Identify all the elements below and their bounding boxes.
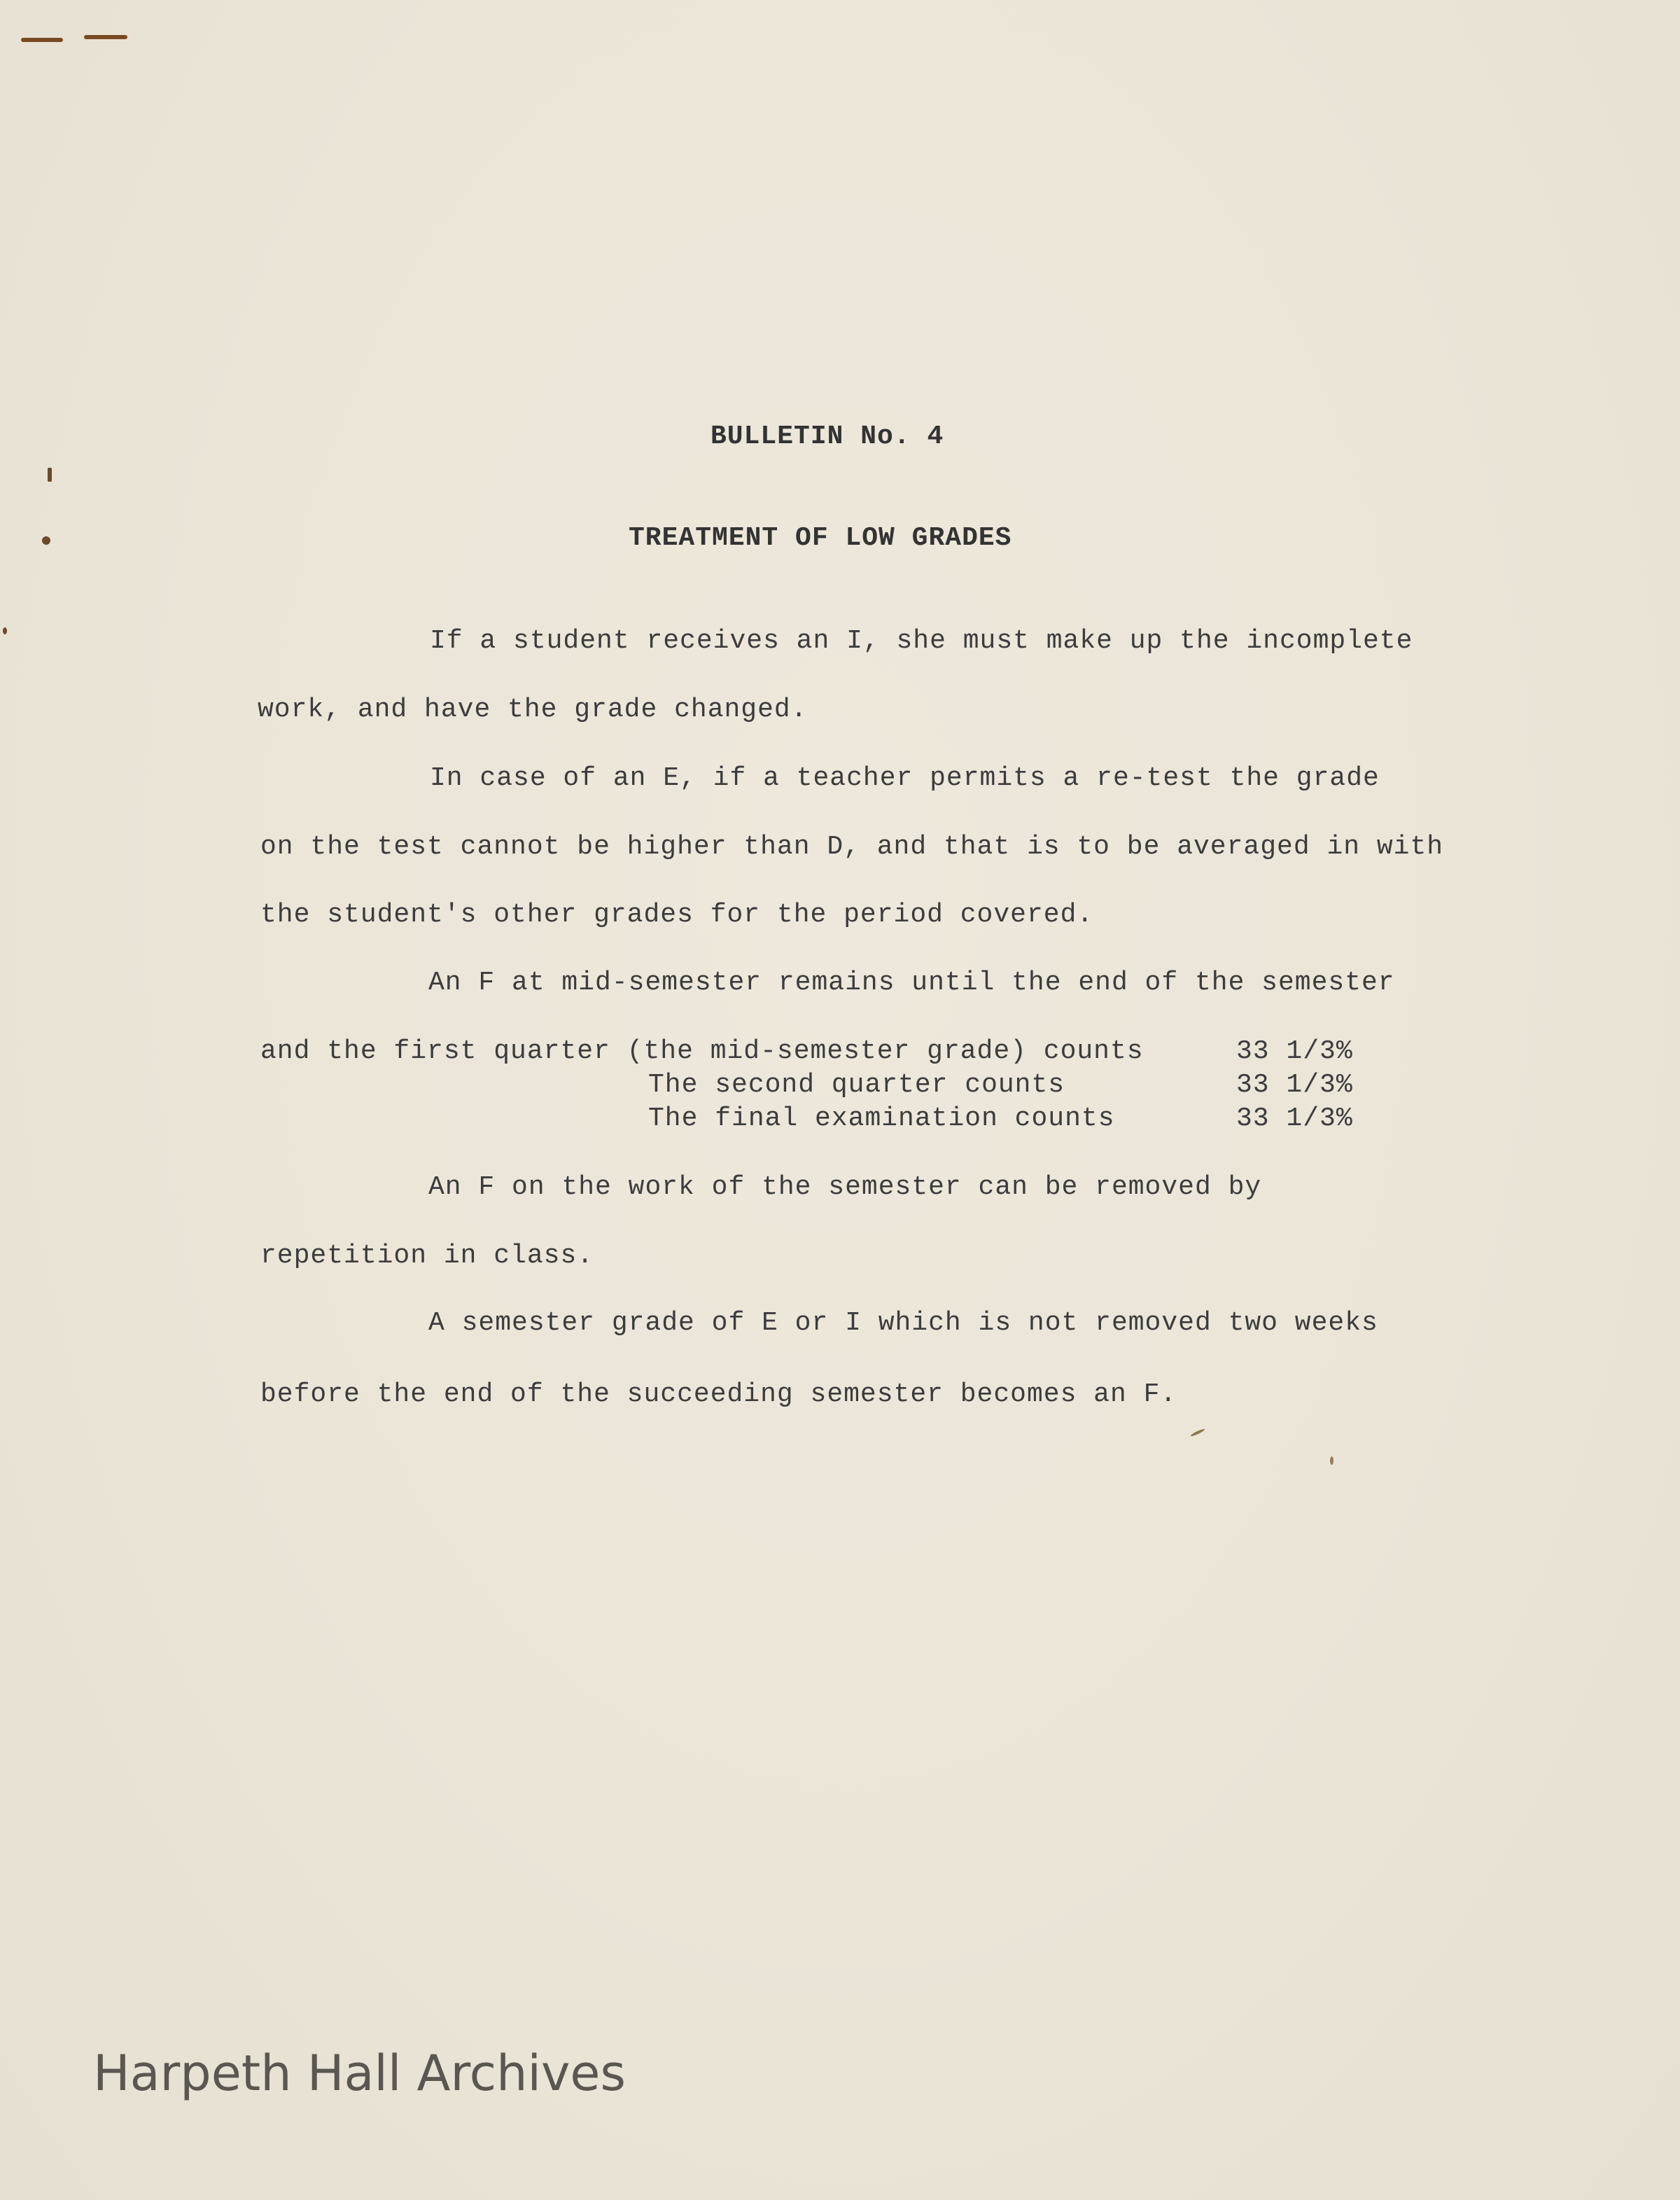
paragraph-line: work, and have the grade changed. xyxy=(258,695,808,725)
weight-value: 33 1/3% xyxy=(1236,1104,1353,1134)
bulletin-heading: BULLETIN No. 4 xyxy=(710,422,944,452)
weight-value: 33 1/3% xyxy=(1236,1036,1353,1066)
archive-watermark: Harpeth Hall Archives xyxy=(93,2045,626,2102)
weight-label: The second quarter counts xyxy=(648,1070,1065,1100)
paragraph-line: the student's other grades for the period covered. xyxy=(260,900,1094,930)
paragraph-line: If a student receives an I, she must make up the incomplete xyxy=(430,626,1413,656)
document-title: TREATMENT OF LOW GRADES xyxy=(629,523,1012,553)
weight-value: 33 1/3% xyxy=(1236,1070,1353,1100)
paragraph-line: An F on the work of the semester can be removed by xyxy=(428,1172,1262,1202)
paper-mark xyxy=(1330,1456,1334,1465)
paragraph-line: repetition in class. xyxy=(260,1241,594,1271)
paragraph-line: before the end of the succeeding semester becomes an F. xyxy=(260,1379,1177,1409)
paper-mark xyxy=(42,536,50,545)
weight-label: The final examination counts xyxy=(648,1104,1115,1134)
weight-label: and the first quarter (the mid-semester grade) counts xyxy=(260,1036,1144,1066)
paragraph-line: A semester grade of E or I which is not removed two weeks xyxy=(428,1308,1378,1338)
paragraph-line: An F at mid-semester remains until the end of the semester xyxy=(428,968,1395,998)
paragraph-line: In case of an E, if a teacher permits a re-test the grade xyxy=(430,763,1380,793)
paper-mark xyxy=(84,35,127,39)
paper-mark xyxy=(1190,1428,1205,1437)
paragraph-line: on the test cannot be higher than D, and that is to be averaged in with xyxy=(260,832,1444,862)
paper-mark xyxy=(21,38,63,42)
paper-mark xyxy=(48,468,52,482)
paper-mark xyxy=(3,627,7,634)
